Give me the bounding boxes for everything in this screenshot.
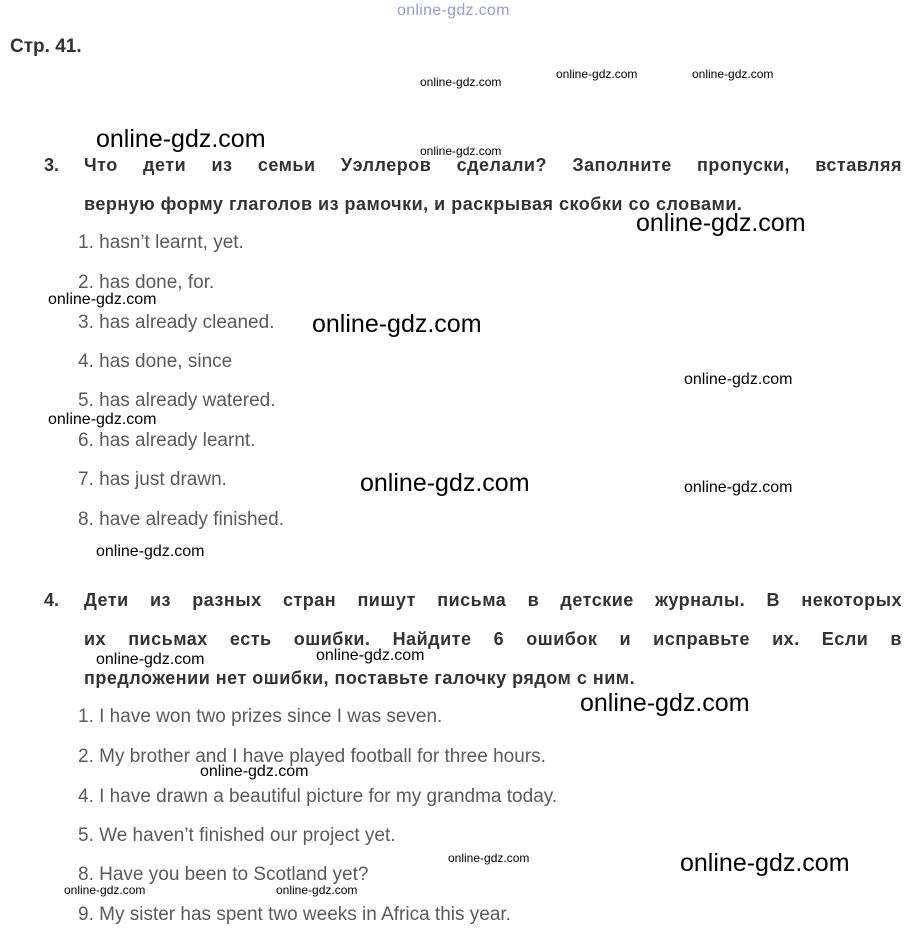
watermark: online-gdz.com: [680, 849, 850, 877]
task-3-answer-7: 7. has just drawn.: [78, 469, 227, 490]
watermark: online-gdz.com: [684, 371, 793, 388]
task-4-instruction-line-2: их письмах есть ошибки. Найдите 6 ошибок и исправьте их. Если в: [84, 629, 902, 649]
watermark: online-gdz.com: [636, 209, 806, 237]
watermark: online-gdz.com: [448, 851, 530, 865]
watermark: online-gdz.com: [64, 883, 146, 897]
watermark: online-gdz.com: [200, 763, 309, 780]
task-4-instruction-line-1: Дети из разных стран пишут письма в детские журналы. В некоторых: [84, 590, 902, 610]
watermark: online-gdz.com: [580, 689, 750, 717]
task-4-number: 4.: [44, 590, 60, 610]
task-3-answer-6: 6. has already learnt.: [78, 430, 256, 451]
task-3-answer-8: 8. have already finished.: [78, 509, 284, 530]
watermark: online-gdz.com: [276, 883, 358, 897]
page-number: Стр. 41.: [10, 36, 82, 57]
watermark: online-gdz.com: [556, 67, 638, 81]
watermark: online-gdz.com: [360, 469, 530, 497]
watermark: online-gdz.com: [96, 125, 266, 153]
task-3-instruction-line-1: Что дети из семьи Уэллеров сделали? Заполните пропуски, вставляя: [84, 155, 902, 175]
watermark: online-gdz.com: [312, 310, 482, 338]
watermark: online-gdz.com: [420, 144, 502, 158]
task-3-answer-2: 2. has done, for.: [78, 272, 215, 293]
watermark: online-gdz.com: [684, 479, 793, 496]
watermark: online-gdz.com: [316, 647, 425, 664]
watermark: online-gdz.com: [48, 411, 157, 428]
watermark: online-gdz.com: [96, 543, 205, 560]
task-4-sentence-5: 5. We haven’t finished our project yet.: [78, 825, 396, 846]
task-3-answer-3: 3. has already cleaned.: [78, 312, 275, 333]
task-4-instruction-line-3: предложении нет ошибки, поставьте галочку рядом с ним.: [84, 668, 636, 688]
task-4-sentence-1: 1. I have won two prizes since I was seven.: [78, 706, 443, 727]
task-3-answer-5: 5. has already watered.: [78, 390, 276, 411]
task-4-sentence-4: 4. I have drawn a beautiful picture for my grandma today.: [78, 786, 558, 807]
top-watermark: online-gdz.com: [397, 2, 510, 19]
task-4-sentence-8: 8. Have you been to Scotland yet?: [78, 864, 369, 885]
watermark: online-gdz.com: [420, 75, 502, 89]
task-4-sentence-9: 9. My sister has spent two weeks in Africa this year.: [78, 904, 511, 925]
task-3-instruction-line-2: верную форму глаголов из рамочки, и раскрывая скобки со словами.: [84, 194, 743, 214]
watermark: online-gdz.com: [96, 651, 205, 668]
task-3-number: 3.: [44, 155, 60, 175]
task-3-answer-1: 1. hasn’t learnt, yet.: [78, 232, 244, 253]
watermark: online-gdz.com: [692, 67, 774, 81]
task-3-answer-4: 4. has done, since: [78, 351, 233, 372]
watermark: online-gdz.com: [48, 291, 157, 308]
task-4-sentence-2: 2. My brother and I have played football for three hours.: [78, 746, 546, 767]
